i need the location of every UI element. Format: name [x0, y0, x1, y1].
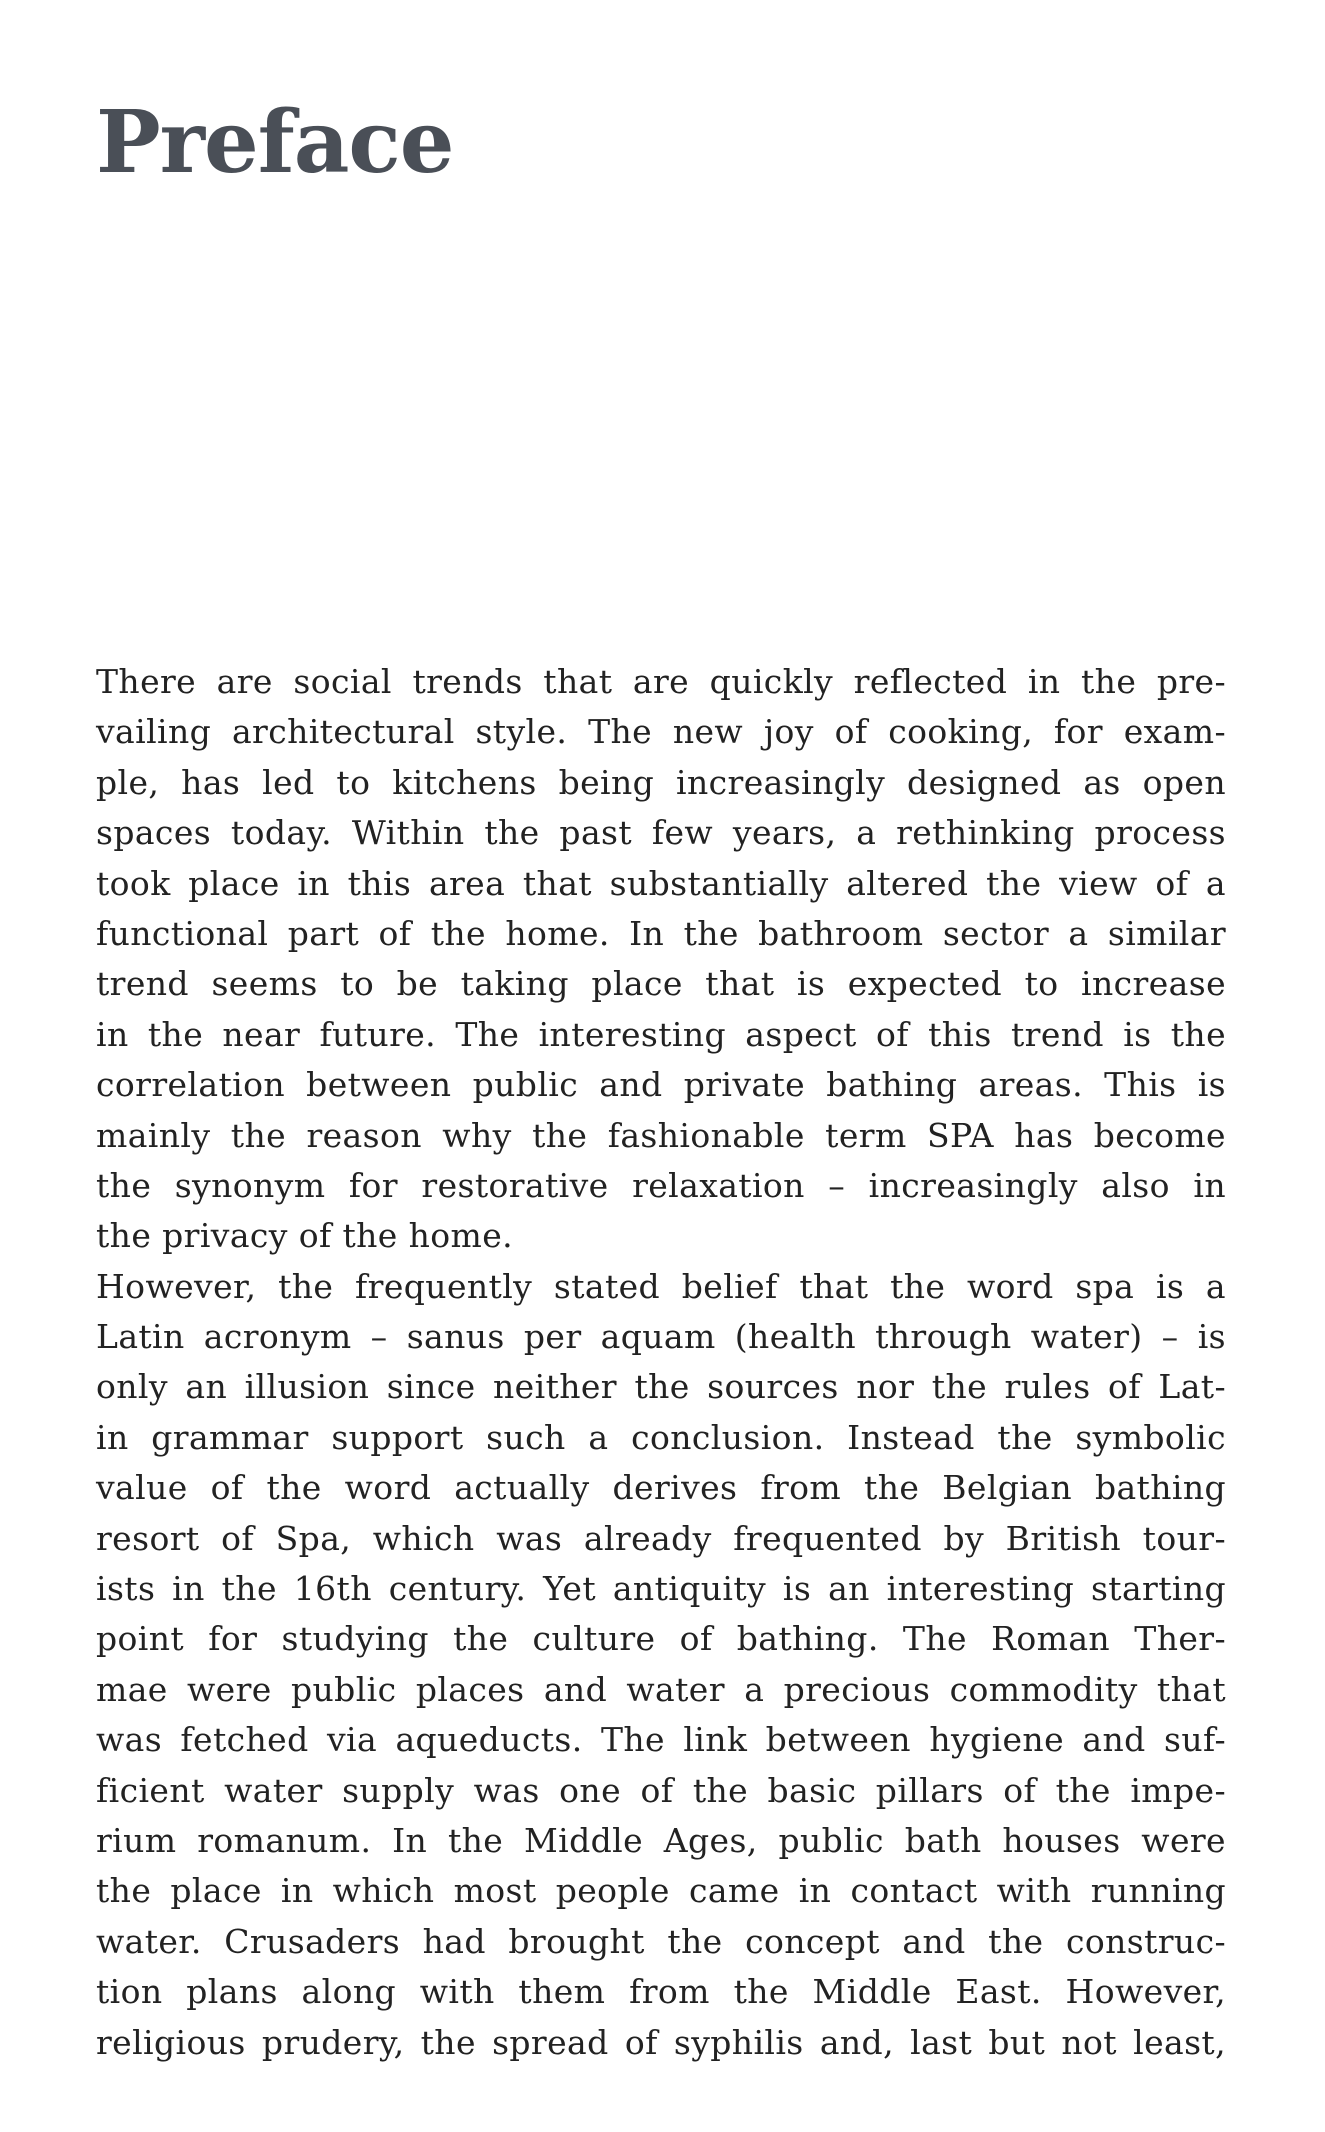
text-line: functional part of the home. In the bathroom sector a similar: [96, 913, 1226, 953]
text-line: trend seems to be taking place that is expected to increase: [96, 964, 1226, 1004]
text-line: ficient water supply was one of the basic pillars of the impe-: [96, 1770, 1226, 1810]
text-line: However, the frequently stated belief that the word spa is a: [96, 1266, 1226, 1306]
text-line: water. Crusaders had brought the concept and the construc-: [96, 1921, 1226, 1961]
text-line: There are social trends that are quickly reflected in the pre-: [96, 662, 1226, 701]
text-line: mainly the reason why the fashionable term SPA has become: [96, 1115, 1226, 1155]
text-line: vailing architectural style. The new joy of cooking, for exam-: [96, 712, 1226, 752]
text-line: resort of Spa, which was already frequented by British tour-: [96, 1518, 1226, 1558]
body-text: [96, 657, 1226, 2068]
text-line: point for studying the culture of bathing. The Roman Ther-: [96, 1619, 1226, 1659]
page-title: Preface: [96, 92, 454, 193]
text-line: ple, has led to kitchens being increasingly designed as open: [96, 762, 1226, 802]
text-line: only an illusion since neither the sources nor the rules of Lat-: [96, 1367, 1226, 1407]
text-line: in grammar support such a conclusion. Instead the symbolic: [96, 1417, 1226, 1457]
text-line: mae were public places and water a precious commodity that: [96, 1669, 1226, 1709]
text-line: spaces today. Within the past few years, a rethinking process: [96, 813, 1226, 853]
text-line: was fetched via aqueducts. The link between hygiene and suf-: [96, 1720, 1226, 1760]
text-line: religious prudery, the spread of syphilis and, last but not least,: [96, 2022, 1226, 2062]
text-line: correlation between public and private bathing areas. This is: [96, 1065, 1226, 1105]
text-line: tion plans along with them from the Middle East. However,: [96, 1972, 1226, 2012]
text-line: ists in the 16th century. Yet antiquity is an interesting starting: [96, 1569, 1226, 1609]
text-line: in the near future. The interesting aspect of this trend is the: [96, 1014, 1226, 1054]
text-line: the synonym for restorative relaxation – increasingly also in: [96, 1165, 1226, 1205]
text-line: the place in which most people came in contact with running: [96, 1871, 1226, 1911]
text-line: Latin acronym – sanus per aquam (health through water) – is: [96, 1317, 1226, 1357]
text-line: value of the word actually derives from the Belgian bathing: [96, 1468, 1226, 1508]
text-line: rium romanum. In the Middle Ages, public bath houses were: [96, 1820, 1226, 1860]
text-line: took place in this area that substantially altered the view of a: [96, 863, 1226, 903]
text-line-paragraph-end: the privacy of the home.: [96, 1216, 514, 1256]
